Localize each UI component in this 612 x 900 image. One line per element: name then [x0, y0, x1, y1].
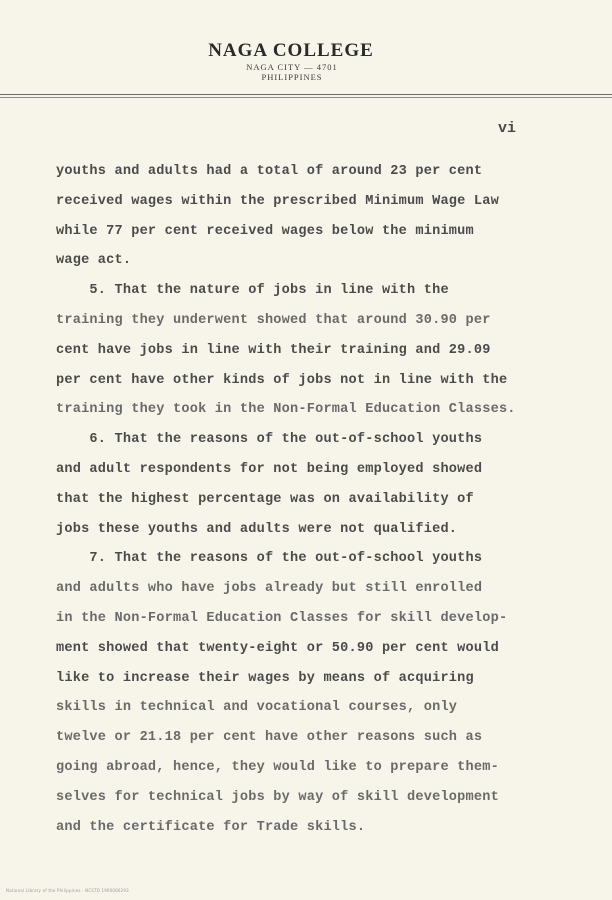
text-line: wage act. [56, 253, 132, 269]
letterhead [0, 40, 612, 82]
text-line: and adult respondents for not being employed showed [56, 461, 483, 477]
text-line: going abroad, hence, they would like to prepare them- [56, 759, 499, 775]
text-line: per cent have other kinds of jobs not in line with the [56, 372, 508, 388]
text-line: received wages within the prescribed Minimum Wage Law [56, 193, 499, 209]
text-line: while 77 per cent received wages below the minimum [56, 223, 474, 239]
page-number: vi [498, 120, 517, 137]
paragraph-5-start: 5. That the nature of jobs in line with the [56, 283, 449, 299]
text-line: cent have jobs in line with their training and 29.09 [56, 342, 491, 358]
text-line: skills in technical and vocational courses, only [56, 700, 458, 716]
text-line: training they underwent showed that around 30.90 per [56, 312, 491, 328]
paragraph-6-start: 6. That the reasons of the out-of-school youths [56, 432, 483, 448]
text-line: ment showed that twenty-eight or 50.90 per cent would [56, 640, 499, 656]
text-line: that the highest percentage was on availability of [56, 491, 474, 507]
text-line: like to increase their wages by means of acquiring [56, 670, 474, 686]
college-city: NAGA CITY — 4701 [246, 62, 338, 72]
archive-footer-note: National Library of the Philippines · NCSTD 1900000293 [6, 888, 129, 893]
text-line: twelve or 21.18 per cent have other reasons such as [56, 730, 483, 746]
typed-body-text [56, 157, 556, 842]
header-rule-top [0, 94, 612, 95]
text-line: training they took in the Non-Formal Education Classes. [56, 402, 516, 418]
college-name: NAGA COLLEGE [208, 40, 374, 61]
header-rule-bottom [0, 97, 612, 98]
text-line: selves for technical jobs by way of skill development [56, 789, 499, 805]
text-line: and adults who have jobs already but still enrolled [56, 581, 483, 597]
text-line: in the Non-Formal Education Classes for skill develop- [56, 610, 508, 626]
text-line: jobs these youths and adults were not qualified. [56, 521, 458, 537]
college-country: PHILIPPINES [261, 72, 323, 82]
text-line: youths and adults had a total of around 23 per cent [56, 164, 483, 179]
paragraph-7-start: 7. That the reasons of the out-of-school youths [56, 551, 483, 567]
text-line: and the certificate for Trade skills. [56, 819, 366, 835]
